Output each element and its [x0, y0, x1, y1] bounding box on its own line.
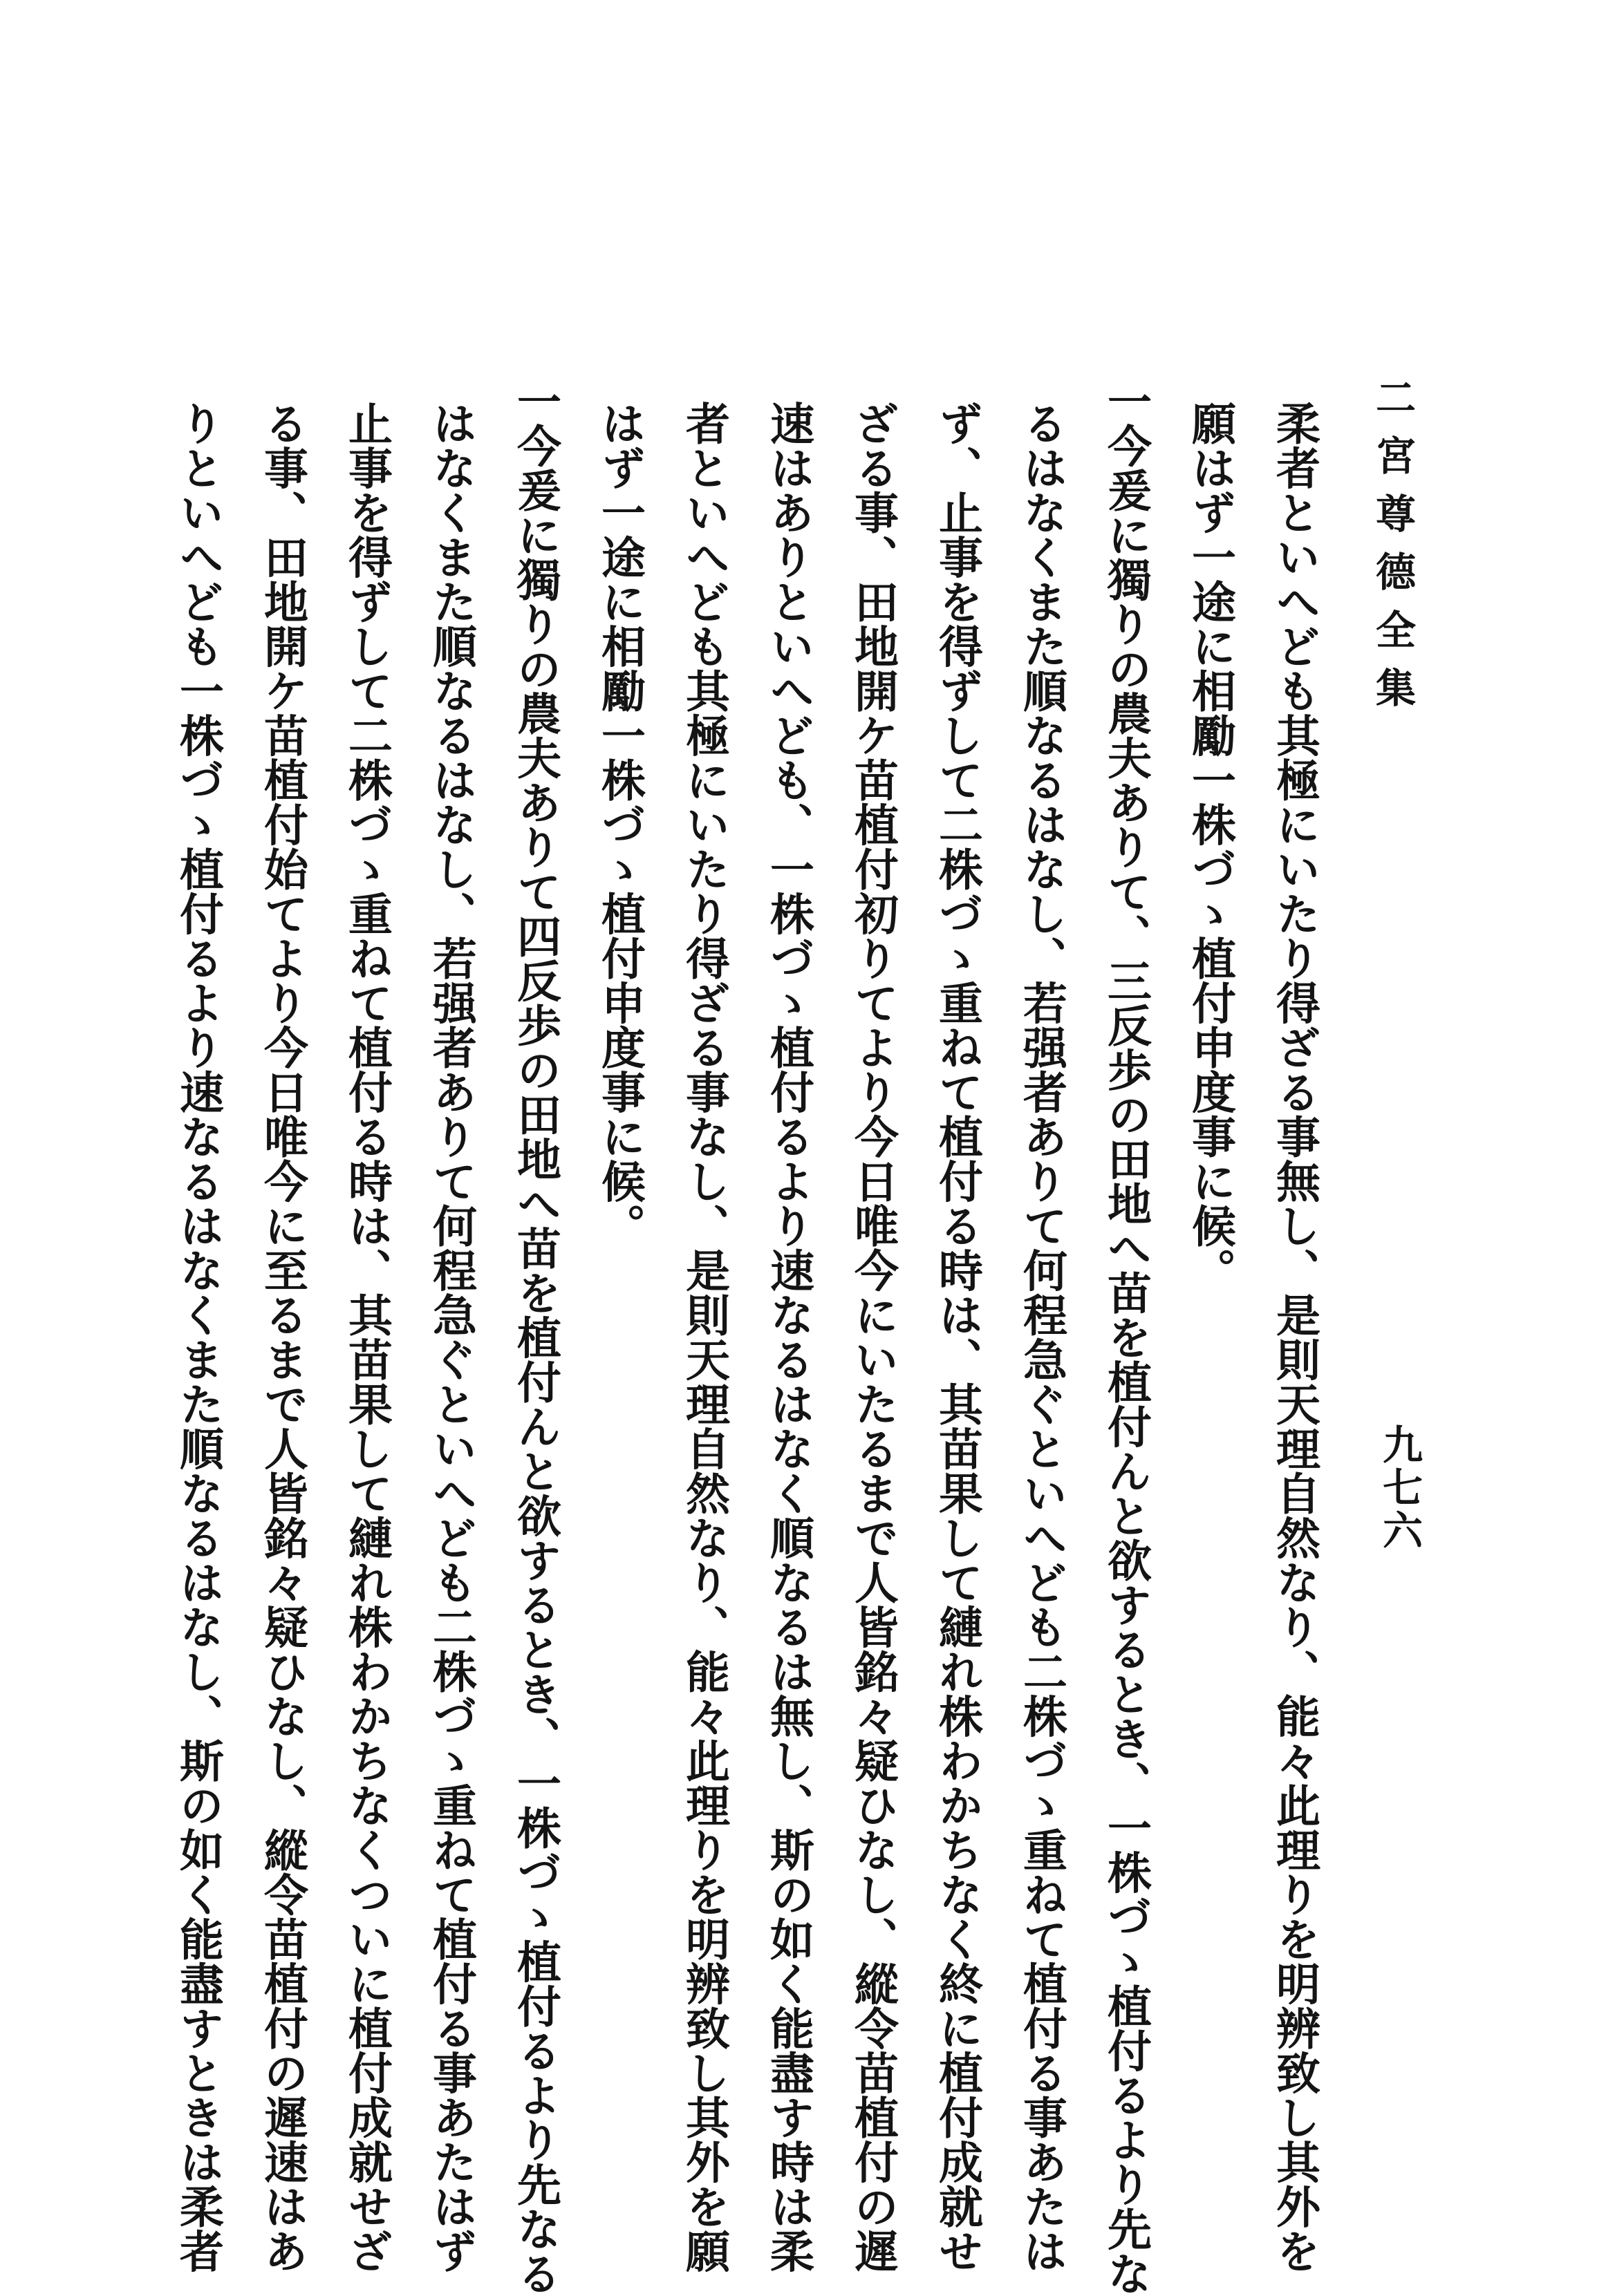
text-line: 者といへども其極にいたり得ざる事なし、是則天理自然なり、能々此理りを明辨致し其外を願 [678, 401, 730, 2273]
text-line: 止事を得ずして二株づゝ重ねて植付る時は、其苗果して縺れ株わかちなくついに植付成就せざ [341, 401, 393, 2273]
text-line: ず、止事を得ずして二株づゝ重ねて植付る時は、其苗果して縺れ株わかちなく終に植付成就せ [931, 401, 983, 2273]
text-line: 一今爰に獨りの農夫ありて四反歩の田地へ苗を植付んと欲するとき、一株づゝ植付るより先なる [510, 379, 561, 2296]
running-title: 二宮尊德全集 [1369, 377, 1416, 725]
text-line: 願はず一途に相勵一株づゝ植付申度事に候。 [1184, 401, 1236, 1292]
text-line: 速はありといへども、一株づゝ植付るより速なるはなく順なるは無し、斯の如く能盡す時は柔 [763, 401, 814, 2273]
text-line: はず一途に相勵一株づゝ植付申度事に候。 [594, 401, 646, 1248]
text-line: るはなくまた順なるはなし、若强者ありて何程急ぐといへども二株づゝ重ねて植付る事あたは [1016, 401, 1067, 2273]
text-line: ざる事、田地開ケ苗植付初りてより今日唯今にいたるまで人皆銘々疑ひなし、縱令苗植付の遲 [847, 401, 899, 2273]
text-line: 柔者といへども其極にいたり得ざる事無し、是則天理自然なり、能々此理りを明辨致し其外を [1269, 401, 1320, 2273]
text-line: りといへども一株づゝ植付るより速なるはなくまた順なるはなし、斯の如く能盡すときは柔者 [172, 401, 224, 2273]
text-line: はなくまた順なるはなし、若强者ありて何程急ぐといへども二株づゝ重ねて植付る事あたはず [425, 401, 477, 2273]
text-line: る事、田地開ケ苗植付始てより今日唯今に至るまで人皆銘々疑ひなし、縱令苗植付の遲速はあ [256, 401, 308, 2273]
text-line: 一今爰に獨りの農夫ありて、三反歩の田地へ苗を植付んと欲するとき、一株づゝ植付るより先な [1100, 379, 1152, 2296]
page-number: 九七六 [1376, 1424, 1423, 1552]
